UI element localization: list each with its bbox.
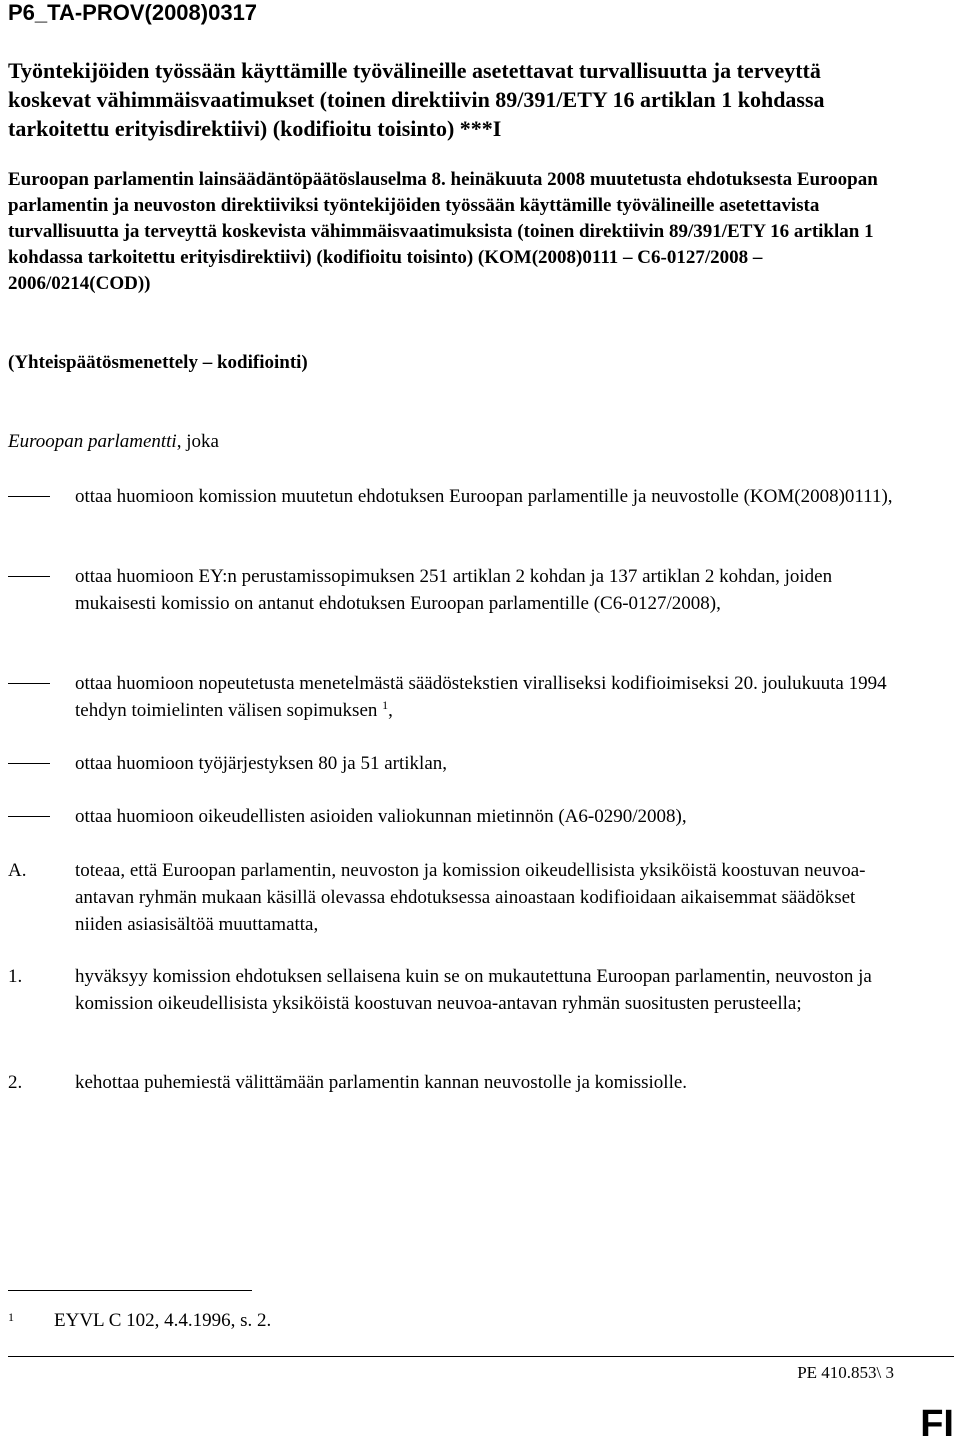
language-code: FI [920, 1403, 954, 1445]
footnote-number: 1 [8, 1310, 14, 1324]
citation-punct: , [388, 700, 393, 721]
dash-bullet [8, 803, 68, 830]
citation-item [8, 803, 908, 830]
intro-rest: , joka [176, 431, 219, 452]
citation-text: ottaa huomioon komission muutetun ehdotuksen Euroopan parlamentille ja neuvostolle (KOM(2008)0111), [75, 486, 893, 507]
footnote-text: EYVL C 102, 4.4.1996, s. 2. [54, 1310, 272, 1331]
dash-bullet [8, 670, 68, 697]
citation-text: ottaa huomioon EY:n perustamissopimuksen 251 artiklan 2 kohdan ja 137 artiklan 2 kohdan, joiden mukaisesti komissio on antanut ehdotuksen Euroopan parlamentille (C6-0127/2008), [75, 566, 833, 614]
footnote-divider [8, 1290, 252, 1291]
dash-bullet [8, 750, 68, 777]
dash-bullet [8, 483, 68, 510]
intro-line [8, 429, 219, 455]
resolution-subtitle: Euroopan parlamentin lainsäädäntöpäätöslauselma 8. heinäkuuta 2008 muutetusta ehdotuksesta Euroopan parlamentin ja neuvoston direktiiviksi työntekijöiden työssään käyttämille työvälineille asetettavista turvallisuutta ja terveyttä koskevista vähimmäisvaatimuksista (toinen direktiivin 89/391/ETY 16 artiklan 1 kohdassa tarkoitettu erityisdirektiivi) (kodifioitu toisinto) (KOM(2008)0111 – C6-0127/2008 – 2006/0214(COD)) [8, 169, 878, 294]
footnote [8, 1308, 271, 1334]
document-title: Työntekijöiden työssään käyttämille työvälineille asetettavat turvallisuutta ja terveyttä koskevat vähimmäisvaatimukset (toinen direktiivin 89/391/ETY 16 artiklan 1 kohdassa tarkoitettu erityisdirektiivi) (kodifioitu toisinto) ***I [8, 58, 825, 141]
paragraph-text: hyväksyy komission ehdotuksen sellaisena kuin se on mukautettuna Euroopan parlamentin, neuvoston ja komission oikeudellisista yksiköistä koostuvan neuvoa-antavan ryhmän suositusten perusteella; [75, 966, 872, 1014]
dash-bullet [8, 563, 68, 590]
citation-item [8, 483, 908, 510]
footer-divider [8, 1356, 954, 1357]
citation-item [8, 563, 908, 617]
procedure-label: (Yhteispäätösmenettely – kodifiointi) [8, 352, 308, 373]
paragraph-item [8, 1069, 908, 1096]
citation-item [8, 670, 908, 724]
paragraph-label: 1. [8, 966, 23, 987]
citation-text: ottaa huomioon oikeudellisten asioiden valiokunnan mietinnön (A6-0290/2008), [75, 806, 687, 827]
recital-label: A. [8, 860, 27, 881]
citation-text-wrapper [75, 670, 895, 724]
document-reference: P6_TA-PROV(2008)0317 [8, 0, 258, 25]
citation-item [8, 750, 908, 777]
citation-text: ottaa huomioon työjärjestyksen 80 ja 51 artiklan, [75, 753, 448, 774]
citation-text: ottaa huomioon nopeutetusta menetelmästä säädöstekstien viralliseksi kodifioimiseksi 20. joulukuuta 1994 tehdyn toimielinten välisen sopimuksen [75, 673, 887, 721]
paragraph-label: 2. [8, 1072, 23, 1093]
intro-subject: Euroopan parlamentti [8, 431, 177, 452]
recital-item [8, 857, 908, 938]
paragraph-text: kehottaa puhemiestä välittämään parlamentin kannan neuvostolle ja komissiolle. [75, 1072, 688, 1093]
page-number: PE 410.853\ 3 [797, 1363, 894, 1382]
footnote-ref[interactable]: 1 [382, 698, 389, 712]
paragraph-item [8, 963, 908, 1017]
recital-text: toteaa, että Euroopan parlamentin, neuvoston ja komission oikeudellisista yksiköistä koostuvan neuvoa-antavan ryhmän mukaan käsillä olevassa ehdotuksessa ainoastaan kodifioidaan aikaisemmat säädökset niiden asiasisältöä muuttamatta, [75, 860, 866, 935]
